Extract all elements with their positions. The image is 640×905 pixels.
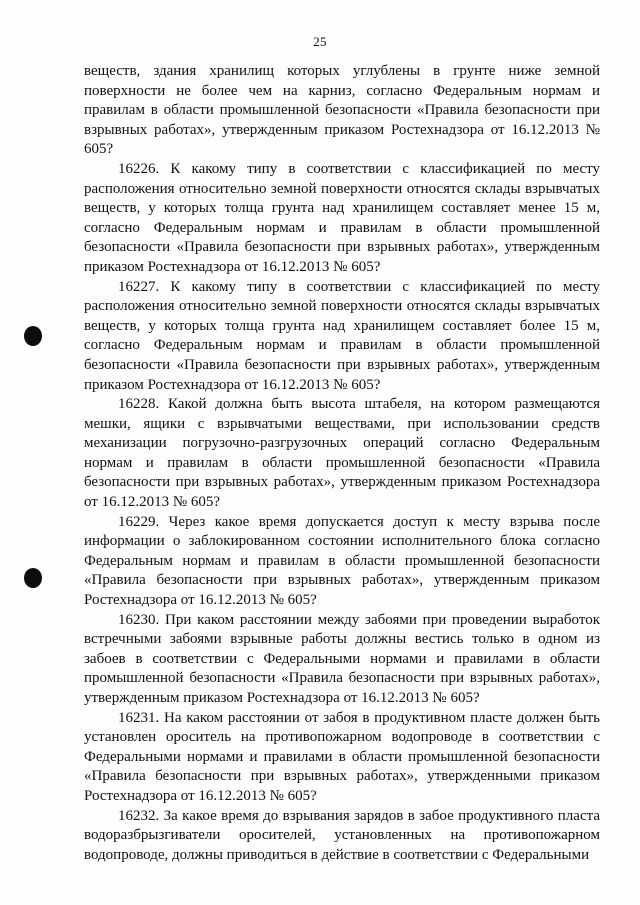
question-16227: 16227. К какому типу в соответствии с классификацией по месту расположения относительно земной поверхности относятся склады взрывчатых веществ, у которых толща грунта над хранилищем составляет более 15 м, согласно Федеральным нормам и правилам в области промышленной безопасности «Правила безопасности при взрывных работах», утвержденным приказом Ростехнадзора от 16.12.2013 № 605? bbox=[84, 278, 600, 393]
punch-hole-mark bbox=[24, 568, 42, 588]
paragraph-continuation: веществ, здания хранилищ которых углублены в грунте ниже земной поверхности не более чем на карниз, согласно Федеральным нормам и правилам в области промышленной безопасности «Правила безопасности при взрывных работах», утвержденным приказом Ростехнадзора от 16.12.2013 № 605? bbox=[84, 63, 600, 158]
page-number: 25 bbox=[313, 34, 327, 49]
document-body bbox=[84, 62, 600, 865]
question-16229: 16229. Через какое время допускается доступ к месту взрыва после информации о заблокированном состоянии исполнительного блока согласно Федеральным нормам и правилам в области промышленной безопасности «Правила безопасности при взрывных работах», утвержденным приказом Ростехнадзора от 16.12.2013 № 605? bbox=[84, 513, 600, 609]
question-16226: 16226. К какому типу в соответствии с классификацией по месту расположения относительно земной поверхности относятся склады взрывчатых веществ, у которых толща грунта над хранилищем составляет менее 15 м, согласно Федеральным нормам и правилам в области промышленной безопасности «Правила безопасности при взрывных работах», утвержденным приказом Ростехнадзора от 16.12.2013 № 605? bbox=[84, 160, 600, 275]
question-16232: 16232. За какое время до взрывания зарядов в забое продуктивного пласта водоразбрызгиватели оросителей, установленных на противопожарном водопроводе, должны приводиться в действие в соответствии с Федеральными bbox=[84, 807, 600, 863]
punch-hole-mark bbox=[24, 326, 42, 346]
question-16231: 16231. На каком расстоянии от забоя в продуктивном пласте должен быть установлен ороситель на противопожарном водопроводе в соответствии с Федеральными нормами и правилами в области промышленной безопасности «Правила безопасности при взрывных работах», утвержденными приказом Ростехнадзора от 16.12.2013 № 605? bbox=[84, 709, 600, 804]
question-16230: 16230. При каком расстоянии между забоями при проведении выработок встречными забоями взрывные работы должны вестись только в одном из забоев в соответствии с Федеральными нормами и правилами в области промышленной безопасности «Правила безопасности при взрывных работах», утвержденным приказом Ростехнадзора от 16.12.2013 № 605? bbox=[84, 611, 600, 706]
question-16228: 16228. Какой должна быть высота штабеля, на котором размещаются мешки, ящики с взрывчатыми веществами, при использовании средств механизации погрузочно-разгрузочных операций согласно Федеральным нормам и правилам в области промышленной безопасности «Правила безопасности при взрывных работах», утвержденным приказом Ростехнадзора от 16.12.2013 № 605? bbox=[84, 396, 600, 511]
